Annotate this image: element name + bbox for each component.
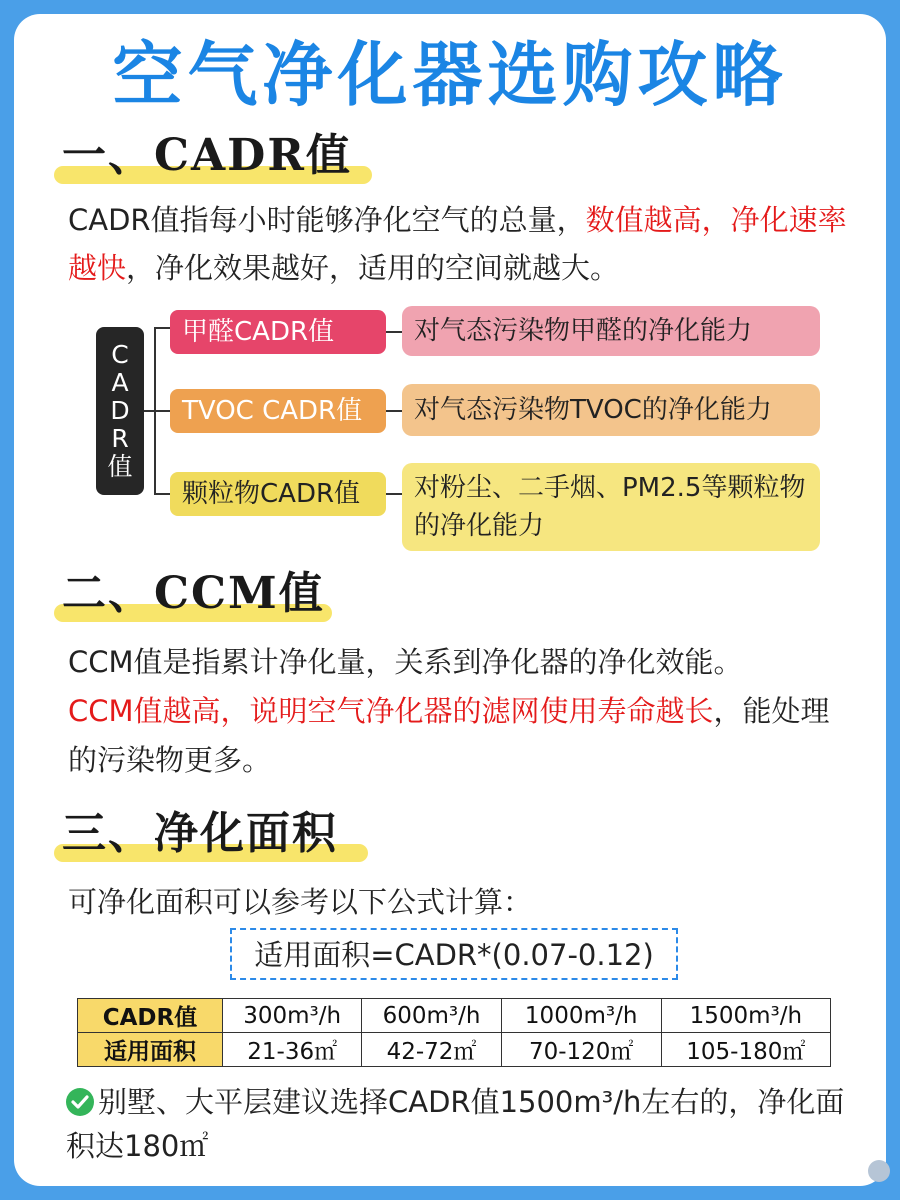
cadr-desc-text-1: CADR值指每小时能够净化空气的总量， (68, 203, 586, 237)
table-cell: 70-120㎡ (501, 1033, 661, 1067)
page-title: 空气净化器选购攻略 (112, 34, 788, 116)
formaldehyde-cadr-desc: 对气态污染物甲醛的净化能力 (402, 306, 820, 356)
root-char: A (111, 368, 129, 397)
villa-tip: 别墅、大平层建议选择CADR值1500m³/h左右的，净化面积达180㎡ (66, 1085, 845, 1163)
table-row (78, 999, 831, 1033)
connector (154, 327, 170, 329)
table-row (78, 1033, 831, 1067)
table-cell: 1500m³/h (661, 999, 830, 1033)
root-char: D (110, 396, 130, 425)
particle-cadr-desc: 对粉尘、二手烟、PM2.5等颗粒物的净化能力 (402, 463, 820, 551)
formaldehyde-cadr-label: 甲醛CADR值 (170, 310, 386, 354)
particle-cadr-label: 颗粒物CADR值 (170, 472, 386, 516)
section-heading-cadr: 一、CADR值 (62, 130, 352, 181)
cadr-desc-text-2: ，净化效果越好，适用的空间就越大。 (126, 251, 620, 285)
tvoc-cadr-label: TVOC CADR值 (170, 389, 386, 433)
table-cell: 21-36㎡ (223, 1033, 362, 1067)
ccm-desc-text-1: CCM值是指累计净化量，关系到净化器的净化效能。 (68, 645, 743, 679)
connector (154, 493, 170, 495)
cadr-description (68, 196, 858, 292)
section-heading-area: 三、净化面积 (62, 808, 338, 859)
area-formula: 适用面积=CADR*(0.07-0.12) (230, 928, 678, 980)
table-cell: 105-180㎡ (661, 1033, 830, 1067)
tvoc-cadr-desc: 对气态污染物TVOC的净化能力 (402, 384, 820, 436)
check-circle-icon (66, 1088, 94, 1116)
cadr-desc-emphasis: 数值越高，净化速率越快 (68, 203, 847, 285)
table-cell: 1000m³/h (501, 999, 661, 1033)
watermark-icon (868, 1160, 890, 1182)
ccm-desc-text-2: ，能处理的污染物更多。 (68, 694, 830, 777)
connector (154, 410, 170, 412)
root-char: 值 (107, 452, 133, 481)
ccm-desc-emphasis: CCM值越高，说明空气净化器的滤网使用寿命越长 (68, 694, 714, 728)
cadr-root-box (96, 327, 144, 495)
table-cell: 42-72㎡ (362, 1033, 501, 1067)
area-intro: 可净化面积可以参考以下公式计算： (68, 885, 533, 919)
table-cell: 300m³/h (223, 999, 362, 1033)
root-char: R (111, 424, 129, 453)
table-cell: 600m³/h (362, 999, 501, 1033)
cadr-area-table (77, 998, 831, 1067)
root-char: C (111, 340, 129, 369)
table-row-header: 适用面积 (78, 1033, 223, 1067)
ccm-description (68, 638, 858, 785)
table-row-header: CADR值 (78, 999, 223, 1033)
section-heading-ccm: 二、CCM值 (62, 568, 325, 619)
